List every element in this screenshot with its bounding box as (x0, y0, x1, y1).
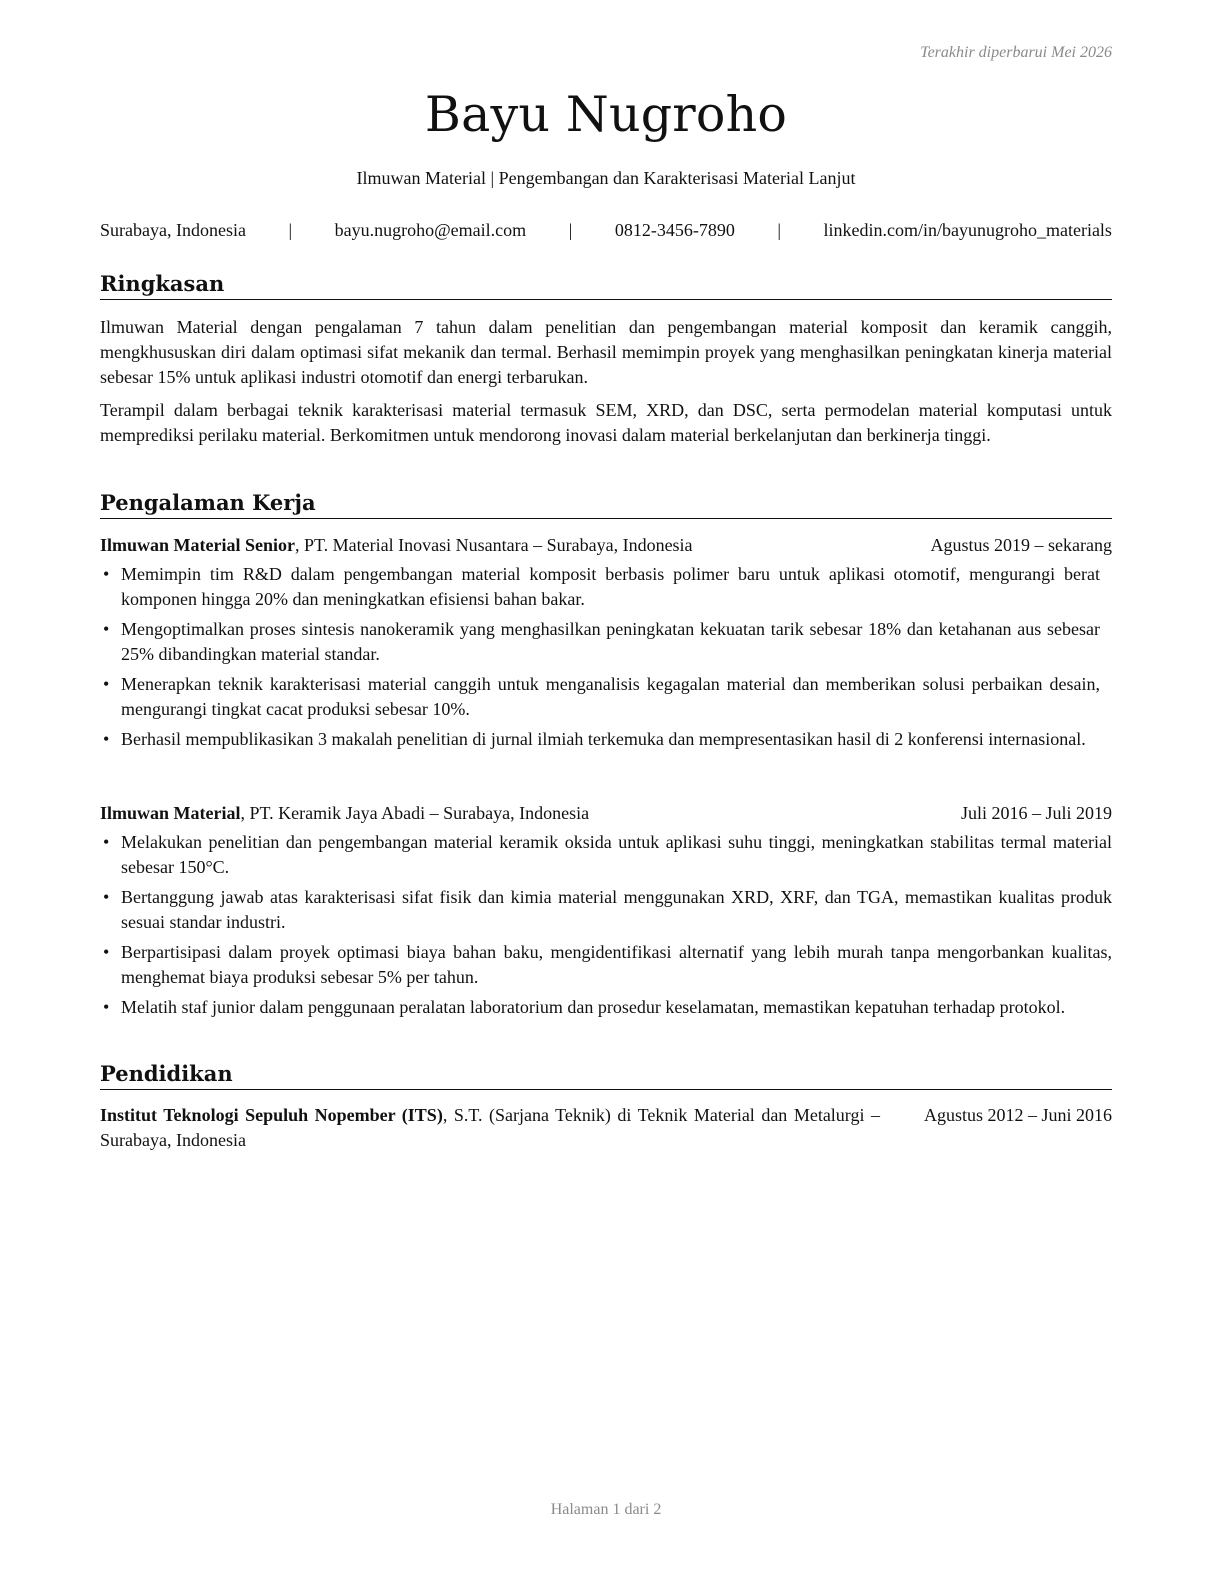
contact-separator: | (568, 220, 573, 240)
bullet-icon: • (103, 674, 110, 694)
bullet-text: Berhasil mempublikasikan 3 makalah penelitian di jurnal ilmiah terkemuka dan mempresentasikan hasil di 2 konferensi internasional. (121, 729, 1086, 749)
job-bullet (100, 940, 1112, 990)
last-updated-note: Terakhir diperbarui Mei 2026 (920, 44, 1112, 61)
candidate-name: Bayu Nugroho (424, 86, 788, 143)
job-bullet (100, 562, 1100, 612)
bullet-icon: • (103, 832, 110, 852)
job-title-line (100, 533, 693, 558)
job-company: , PT. Keramik Jaya Abadi – Surabaya, Indonesia (240, 803, 590, 823)
education-entry (100, 1103, 1112, 1153)
bullet-text: Berpartisipasi dalam proyek optimasi biaya bahan baku, mengidentifikasi alternatif yang lebih murah tanpa mengorbankan kualitas, menghemat biaya produksi sebesar 5% per tahun. (121, 942, 1112, 987)
job-role: Ilmuwan Material (100, 803, 241, 823)
education-institution: Institut Teknologi Sepuluh Nopember (ITS) (100, 1105, 443, 1125)
job-bullet-list (100, 562, 1100, 757)
page-number: Halaman 1 dari 2 (550, 1501, 662, 1518)
job-company: , PT. Material Inovasi Nusantara – Surabaya, Indonesia (295, 535, 693, 555)
job-bullet (100, 995, 1112, 1020)
bullet-text: Menerapkan teknik karakterisasi material canggih untuk menganalisis kegagalan material dan memberikan solusi perbaikan desain, mengurangi tingkat cacat produksi sebesar 10%. (121, 674, 1100, 719)
candidate-headline: Ilmuwan Material | Pengembangan dan Karakterisasi Material Lanjut (356, 168, 856, 188)
section-title-education: Pendidikan (100, 1060, 1112, 1090)
resume-page (100, 0, 1112, 1584)
job-bullet (100, 672, 1100, 722)
job-bullet-list (100, 830, 1112, 1025)
bullet-text: Mengoptimalkan proses sintesis nanokeramik yang menghasilkan peningkatan kekuatan tarik sebesar 18% dan ketahanan aus sebesar 25% dibandingkan material standar. (121, 619, 1100, 664)
bullet-text: Memimpin tim R&D dalam pengembangan material komposit berbasis polimer baru untuk aplikasi otomotif, mengurangi berat komponen hingga 20% dan meningkatkan efisiensi bahan bakar. (121, 564, 1100, 609)
bullet-icon: • (103, 942, 110, 962)
section-title-summary: Ringkasan (100, 270, 1112, 300)
bullet-icon: • (103, 997, 110, 1017)
contact-separator: | (288, 220, 293, 240)
contact-location: Surabaya, Indonesia (100, 220, 246, 240)
bullet-text: Melakukan penelitian dan pengembangan material keramik oksida untuk aplikasi suhu tinggi, meningkatkan stabilitas termal material sebesar 150°C. (121, 832, 1112, 877)
job-bullet (100, 885, 1112, 935)
job-header (100, 533, 1112, 558)
bullet-icon: • (103, 564, 110, 584)
contact-separator: | (777, 220, 781, 240)
job-dates: Agustus 2019 – sekarang (930, 535, 1112, 555)
contact-email[interactable]: bayu.nugroho@email.com (334, 220, 527, 240)
bullet-icon: • (103, 887, 110, 907)
education-degree: , S.T. (Sarjana Teknik) di Teknik Material dan Metalurgi – Surabaya, Indonesia (100, 1105, 880, 1150)
job-dates: Juli 2016 – Juli 2019 (960, 803, 1112, 823)
job-bullet (100, 830, 1112, 880)
summary-paragraph: Terampil dalam berbagai teknik karakterisasi material termasuk SEM, XRD, dan DSC, serta permodelan material komputasi untuk memprediksi perilaku material. Berkomitmen untuk mendorong inovasi dalam material berkelanjutan dan berkinerja tinggi. (100, 400, 1112, 445)
contact-linkedin[interactable]: linkedin.com/in/bayunugroho_materials (823, 220, 1112, 240)
job-title-line (100, 801, 589, 826)
education-dates: Agustus 2012 – Juni 2016 (923, 1105, 1112, 1125)
contact-phone: 0812-3456-7890 (614, 220, 735, 240)
bullet-text: Melatih staf junior dalam penggunaan peralatan laboratorium dan prosedur keselamatan, memastikan kepatuhan terhadap protokol. (121, 997, 1066, 1017)
contact-line (100, 220, 1112, 241)
summary-paragraph: Ilmuwan Material dengan pengalaman 7 tahun dalam penelitian dan pengembangan material komposit dan keramik canggih, mengkhususkan diri dalam optimasi sifat mekanik dan termal. Berhasil memimpin proyek yang menghasilkan peningkatan kinerja material sebesar 15% untuk aplikasi industri otomotif dan energi terbarukan. (100, 317, 1112, 387)
job-role: Ilmuwan Material Senior (100, 535, 295, 555)
section-title-experience: Pengalaman Kerja (100, 489, 1112, 519)
bullet-text: Bertanggung jawab atas karakterisasi sifat fisik dan kimia material menggunakan XRD, XRF, dan TGA, memastikan kualitas produk sesuai standar industri. (121, 887, 1112, 932)
bullet-icon: • (103, 729, 110, 749)
bullet-icon: • (103, 619, 110, 639)
job-bullet (100, 617, 1100, 667)
job-bullet (100, 727, 1100, 752)
education-details (100, 1103, 880, 1153)
job-header (100, 801, 1112, 826)
